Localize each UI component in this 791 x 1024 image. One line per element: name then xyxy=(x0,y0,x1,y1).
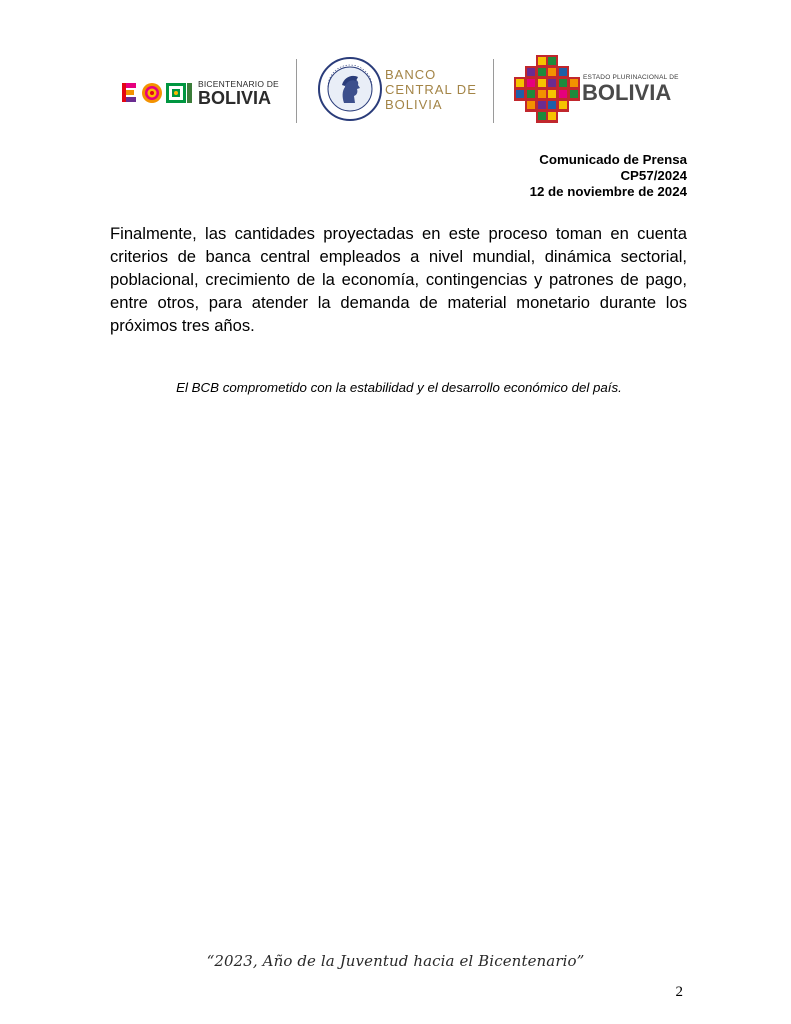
bicentenario-logo xyxy=(122,79,278,109)
bcb-seal-icon xyxy=(318,57,382,121)
footer-motto: “2023, Año de la Juventud hacia el Bicentenario” xyxy=(206,952,585,970)
press-release-title: Comunicado de Prensa xyxy=(539,152,687,167)
page-header xyxy=(0,55,791,127)
chakana-emblem-icon xyxy=(514,55,580,123)
bicentenario-wordmark xyxy=(198,79,278,107)
press-release-meta xyxy=(530,152,687,200)
bcb-line-2: CENTRAL DE xyxy=(385,82,477,97)
estado-big-label: BOLIVIA xyxy=(582,80,672,105)
bcb-wordmark xyxy=(385,67,477,112)
header-divider xyxy=(296,59,297,123)
estado-small-label: ESTADO PLURINACIONAL DE xyxy=(583,74,679,81)
page-number: 2 xyxy=(675,984,683,1000)
press-release-date: 12 de noviembre de 2024 xyxy=(529,184,687,199)
estado-plurinacional-logo xyxy=(514,55,679,125)
bicentenario-big-label: BOLIVIA xyxy=(198,88,272,108)
bicentenario-emblem-icon xyxy=(122,81,194,105)
header-divider xyxy=(493,59,494,123)
bcb-line-1: BANCO xyxy=(385,67,437,82)
body-paragraph: Finalmente, las cantidades proyectadas en este proceso toman en cuenta criterios de banca central empleados a nivel mundial, dinámica sectorial, poblacional, crecimiento de la economía, contingencias y patrones de pago, entre otros, para atender la demanda de material monetario durante los próximos tres años. xyxy=(110,224,687,336)
bcb-logo xyxy=(318,57,478,123)
press-release-code: CP57/2024 xyxy=(620,168,687,183)
bcb-line-3: BOLIVIA xyxy=(385,97,443,112)
bcb-slogan: El BCB comprometido con la estabilidad y el desarrollo económico del país. xyxy=(176,380,622,395)
bicentenario-small-label: BICENTENARIO DE xyxy=(198,79,279,89)
